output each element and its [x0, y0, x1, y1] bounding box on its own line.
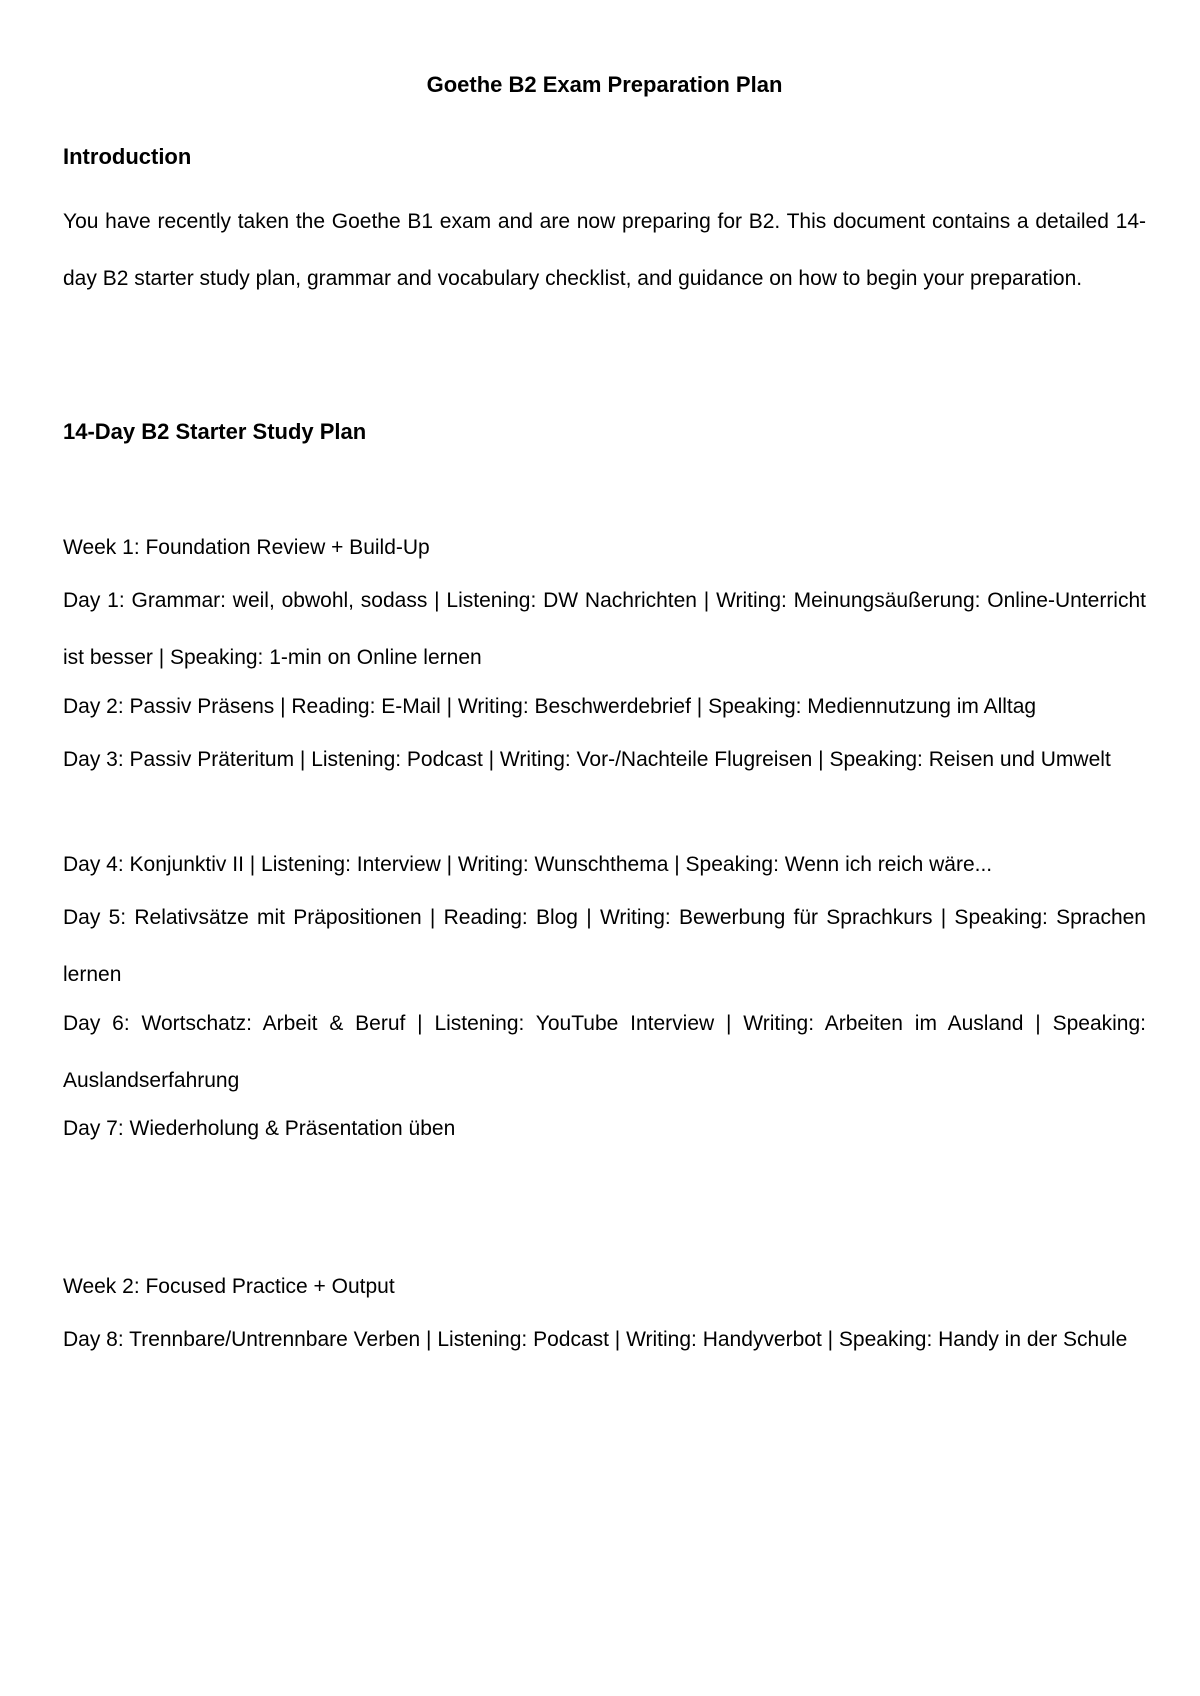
day-3-entry: Day 3: Passiv Präteritum | Listening: Podcast | Writing: Vor-/Nachteile Flugreisen | Speaking: Reisen und Umwelt	[63, 748, 1111, 771]
study-plan-heading: 14-Day B2 Starter Study Plan	[63, 419, 367, 444]
week-2-label: Week 2: Focused Practice + Output	[63, 1275, 395, 1298]
introduction-heading: Introduction	[63, 144, 192, 169]
document-page	[63, 0, 1146, 1696]
day-6-entry: Day 6: Wortschatz: Arbeit & Beruf | Listening: YouTube Interview | Writing: Arbeiten im Ausland | Speaking: Auslandserfahrung	[63, 1012, 1146, 1092]
day-1-entry: Day 1: Grammar: weil, obwohl, sodass | Listening: DW Nachrichten | Writing: Meinungsäußerung: Online-Unterricht ist besser | Speaking: 1-min on Online lernen	[63, 589, 1146, 669]
introduction-paragraph: You have recently taken the Goethe B1 exam and are now preparing for B2. This document contains a detailed 14-day B2 starter study plan, grammar and vocabulary checklist, and guidance on how to begin your preparation.	[63, 210, 1146, 290]
day-4-entry: Day 4: Konjunktiv II | Listening: Interview | Writing: Wunschthema | Speaking: Wenn ich reich wäre...	[63, 853, 993, 876]
week-1-label: Week 1: Foundation Review + Build-Up	[63, 536, 430, 559]
day-8-entry: Day 8: Trennbare/Untrennbare Verben | Listening: Podcast | Writing: Handyverbot | Speaking: Handy in der Schule	[63, 1328, 1128, 1351]
day-5-entry: Day 5: Relativsätze mit Präpositionen | Reading: Blog | Writing: Bewerbung für Sprachkurs | Speaking: Sprachen lernen	[63, 906, 1146, 986]
day-2-entry: Day 2: Passiv Präsens | Reading: E-Mail | Writing: Beschwerdebrief | Speaking: Mediennutzung im Alltag	[63, 695, 1037, 718]
document-title: Goethe B2 Exam Preparation Plan	[426, 72, 783, 97]
day-7-entry: Day 7: Wiederholung & Präsentation üben	[63, 1117, 456, 1140]
